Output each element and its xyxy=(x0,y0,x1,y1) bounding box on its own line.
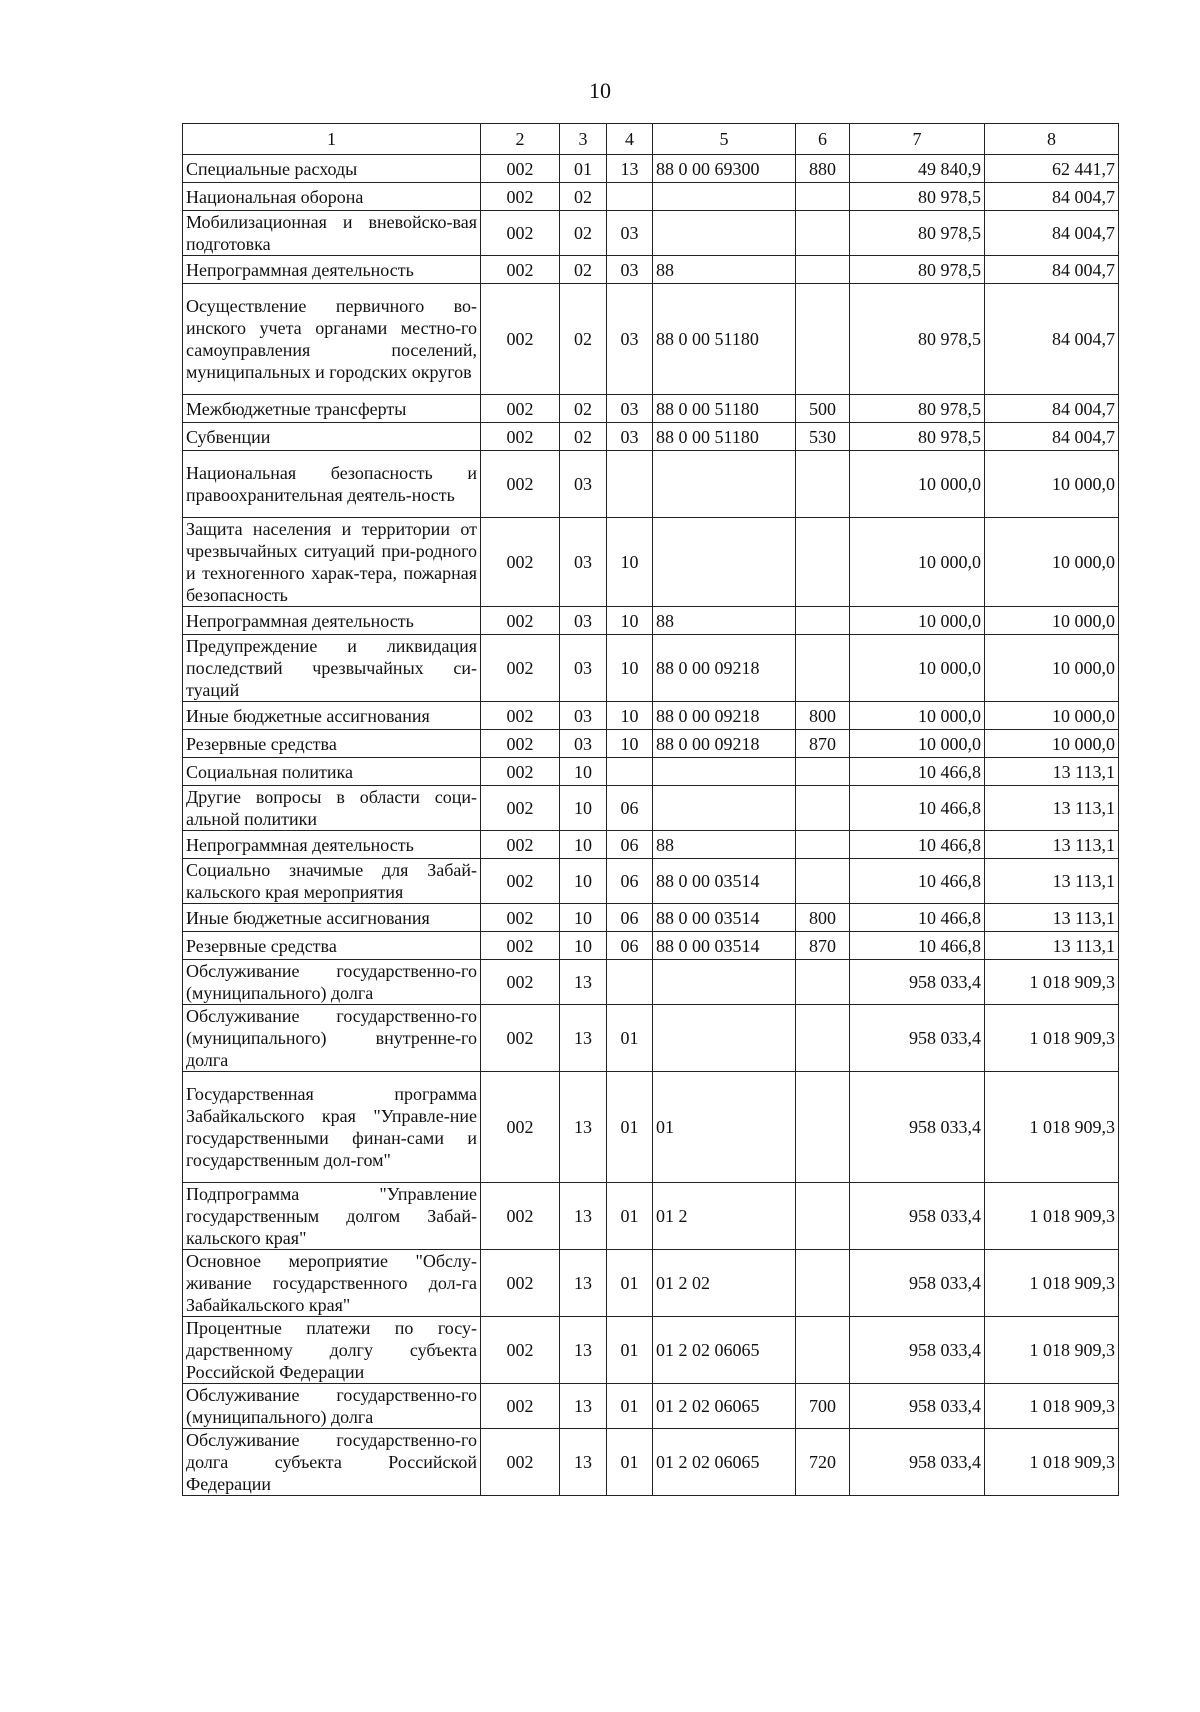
cell-c5: 88 0 00 03514 xyxy=(653,904,796,932)
cell-c2: 002 xyxy=(481,284,560,395)
cell-c8: 10 000,0 xyxy=(985,451,1119,518)
table-row xyxy=(183,423,1119,451)
cell-c7: 958 033,4 xyxy=(850,1317,985,1384)
cell-c2: 002 xyxy=(481,1005,560,1072)
cell-c8: 13 113,1 xyxy=(985,831,1119,859)
cell-c8: 84 004,7 xyxy=(985,395,1119,423)
cell-c3: 02 xyxy=(560,284,607,395)
table-row xyxy=(183,1183,1119,1250)
cell-c4: 03 xyxy=(607,284,653,395)
cell-c6: 800 xyxy=(796,904,850,932)
column-header: 2 xyxy=(481,124,560,155)
cell-c2: 002 xyxy=(481,960,560,1005)
cell-c3: 10 xyxy=(560,758,607,786)
cell-c4: 03 xyxy=(607,211,653,256)
cell-c3: 03 xyxy=(560,730,607,758)
cell-c7: 958 033,4 xyxy=(850,1005,985,1072)
cell-c6: 720 xyxy=(796,1429,850,1496)
cell-c6 xyxy=(796,1005,850,1072)
cell-c7: 80 978,5 xyxy=(850,211,985,256)
table-row xyxy=(183,451,1119,518)
cell-c3: 13 xyxy=(560,1384,607,1429)
cell-c8: 1 018 909,3 xyxy=(985,1072,1119,1183)
table-row xyxy=(183,730,1119,758)
cell-c2: 002 xyxy=(481,607,560,635)
row-name-cell: Другие вопросы в области соци-альной политики xyxy=(183,786,481,831)
cell-c3: 01 xyxy=(560,155,607,183)
cell-c3: 02 xyxy=(560,256,607,284)
cell-c2: 002 xyxy=(481,1183,560,1250)
table-row xyxy=(183,758,1119,786)
cell-c6: 870 xyxy=(796,730,850,758)
cell-c8: 13 113,1 xyxy=(985,932,1119,960)
cell-c3: 10 xyxy=(560,831,607,859)
cell-c3: 13 xyxy=(560,1072,607,1183)
cell-c4: 06 xyxy=(607,859,653,904)
cell-c8: 84 004,7 xyxy=(985,183,1119,211)
cell-c4: 01 xyxy=(607,1317,653,1384)
cell-c5 xyxy=(653,451,796,518)
cell-c4: 10 xyxy=(607,607,653,635)
cell-c5: 88 xyxy=(653,256,796,284)
cell-c5: 88 0 00 03514 xyxy=(653,932,796,960)
cell-c7: 10 466,8 xyxy=(850,786,985,831)
table-row xyxy=(183,932,1119,960)
cell-c4: 01 xyxy=(607,1250,653,1317)
cell-c7: 958 033,4 xyxy=(850,1429,985,1496)
table-row xyxy=(183,904,1119,932)
cell-c6: 700 xyxy=(796,1384,850,1429)
cell-c3: 10 xyxy=(560,786,607,831)
cell-c7: 10 000,0 xyxy=(850,730,985,758)
cell-c8: 13 113,1 xyxy=(985,904,1119,932)
table-row xyxy=(183,395,1119,423)
cell-c7: 958 033,4 xyxy=(850,1072,985,1183)
cell-c7: 10 000,0 xyxy=(850,635,985,702)
cell-c5: 01 2 02 xyxy=(653,1250,796,1317)
cell-c7: 80 978,5 xyxy=(850,423,985,451)
row-name-cell: Основное мероприятие "Обслу-живание государственного дол-га Забайкальского края" xyxy=(183,1250,481,1317)
cell-c4: 03 xyxy=(607,423,653,451)
table-row xyxy=(183,1429,1119,1496)
cell-c5 xyxy=(653,211,796,256)
cell-c3: 13 xyxy=(560,1317,607,1384)
table-row xyxy=(183,702,1119,730)
cell-c8: 13 113,1 xyxy=(985,758,1119,786)
cell-c6: 880 xyxy=(796,155,850,183)
cell-c3: 13 xyxy=(560,1429,607,1496)
cell-c8: 1 018 909,3 xyxy=(985,1005,1119,1072)
table-row xyxy=(183,1005,1119,1072)
cell-c6 xyxy=(796,211,850,256)
cell-c8: 84 004,7 xyxy=(985,423,1119,451)
cell-c5: 88 xyxy=(653,831,796,859)
column-header: 8 xyxy=(985,124,1119,155)
cell-c6 xyxy=(796,183,850,211)
cell-c7: 10 466,8 xyxy=(850,904,985,932)
cell-c5 xyxy=(653,518,796,607)
cell-c3: 10 xyxy=(560,904,607,932)
cell-c5 xyxy=(653,183,796,211)
column-header: 5 xyxy=(653,124,796,155)
cell-c2: 002 xyxy=(481,758,560,786)
cell-c7: 49 840,9 xyxy=(850,155,985,183)
cell-c4: 06 xyxy=(607,932,653,960)
row-name-cell: Предупреждение и ликвидация последствий чрезвычайных си-туаций xyxy=(183,635,481,702)
cell-c8: 10 000,0 xyxy=(985,730,1119,758)
column-header: 4 xyxy=(607,124,653,155)
cell-c8: 13 113,1 xyxy=(985,786,1119,831)
table-row xyxy=(183,859,1119,904)
cell-c8: 84 004,7 xyxy=(985,211,1119,256)
header-row xyxy=(183,124,1119,155)
row-name-cell: Процентные платежи по госу-дарственному долгу субъекта Российской Федерации xyxy=(183,1317,481,1384)
table-row xyxy=(183,211,1119,256)
cell-c7: 10 466,8 xyxy=(850,831,985,859)
row-name-cell: Обслуживание государственно-го (муниципального) долга xyxy=(183,960,481,1005)
cell-c5 xyxy=(653,786,796,831)
cell-c2: 002 xyxy=(481,423,560,451)
cell-c6: 500 xyxy=(796,395,850,423)
cell-c4: 01 xyxy=(607,1183,653,1250)
cell-c3: 03 xyxy=(560,518,607,607)
cell-c7: 10 000,0 xyxy=(850,451,985,518)
cell-c7: 80 978,5 xyxy=(850,183,985,211)
table-row xyxy=(183,155,1119,183)
table-row xyxy=(183,831,1119,859)
cell-c8: 13 113,1 xyxy=(985,859,1119,904)
cell-c6 xyxy=(796,1183,850,1250)
column-header: 7 xyxy=(850,124,985,155)
cell-c8: 10 000,0 xyxy=(985,635,1119,702)
row-name-cell: Непрограммная деятельность xyxy=(183,256,481,284)
cell-c6 xyxy=(796,518,850,607)
cell-c4: 10 xyxy=(607,702,653,730)
cell-c7: 958 033,4 xyxy=(850,960,985,1005)
cell-c2: 002 xyxy=(481,786,560,831)
row-name-cell: Обслуживание государственно-го (муниципального) долга xyxy=(183,1384,481,1429)
cell-c3: 03 xyxy=(560,607,607,635)
cell-c4: 10 xyxy=(607,730,653,758)
column-header: 3 xyxy=(560,124,607,155)
cell-c2: 002 xyxy=(481,451,560,518)
cell-c2: 002 xyxy=(481,904,560,932)
cell-c7: 958 033,4 xyxy=(850,1384,985,1429)
column-header: 6 xyxy=(796,124,850,155)
cell-c4 xyxy=(607,451,653,518)
cell-c3: 02 xyxy=(560,211,607,256)
row-name-cell: Мобилизационная и вневойско-вая подготовка xyxy=(183,211,481,256)
row-name-cell: Специальные расходы xyxy=(183,155,481,183)
row-name-cell: Межбюджетные трансферты xyxy=(183,395,481,423)
cell-c2: 002 xyxy=(481,518,560,607)
cell-c6 xyxy=(796,1072,850,1183)
cell-c7: 10 000,0 xyxy=(850,607,985,635)
cell-c2: 002 xyxy=(481,730,560,758)
cell-c4: 06 xyxy=(607,831,653,859)
cell-c6 xyxy=(796,960,850,1005)
cell-c7: 958 033,4 xyxy=(850,1183,985,1250)
table-row xyxy=(183,607,1119,635)
row-name-cell: Осуществление первичного во-инского учета органами местно-го самоуправления поселений, муниципальных и городских округов xyxy=(183,284,481,395)
row-name-cell: Подпрограмма "Управление государственным долгом Забай-кальского края" xyxy=(183,1183,481,1250)
cell-c6 xyxy=(796,859,850,904)
cell-c2: 002 xyxy=(481,1429,560,1496)
cell-c3: 10 xyxy=(560,859,607,904)
cell-c2: 002 xyxy=(481,932,560,960)
budget-table xyxy=(182,123,1119,1496)
cell-c3: 13 xyxy=(560,960,607,1005)
cell-c2: 002 xyxy=(481,635,560,702)
cell-c2: 002 xyxy=(481,211,560,256)
cell-c5: 01 2 02 06065 xyxy=(653,1429,796,1496)
cell-c5: 88 0 00 09218 xyxy=(653,635,796,702)
cell-c5 xyxy=(653,758,796,786)
table-row xyxy=(183,1384,1119,1429)
cell-c5: 88 0 00 51180 xyxy=(653,395,796,423)
cell-c3: 13 xyxy=(560,1250,607,1317)
cell-c7: 80 978,5 xyxy=(850,256,985,284)
cell-c4: 06 xyxy=(607,786,653,831)
cell-c6: 800 xyxy=(796,702,850,730)
cell-c3: 03 xyxy=(560,451,607,518)
cell-c3: 02 xyxy=(560,183,607,211)
cell-c8: 1 018 909,3 xyxy=(985,1384,1119,1429)
cell-c8: 1 018 909,3 xyxy=(985,1429,1119,1496)
cell-c4: 01 xyxy=(607,1072,653,1183)
row-name-cell: Обслуживание государственно-го (муниципального) внутренне-го долга xyxy=(183,1005,481,1072)
cell-c4: 06 xyxy=(607,904,653,932)
cell-c2: 002 xyxy=(481,1250,560,1317)
cell-c5: 88 0 00 69300 xyxy=(653,155,796,183)
row-name-cell: Национальная безопасность и правоохранительная деятель-ность xyxy=(183,451,481,518)
table-row xyxy=(183,1072,1119,1183)
cell-c5 xyxy=(653,960,796,1005)
row-name-cell: Обслуживание государственно-го долга субъекта Российской Федерации xyxy=(183,1429,481,1496)
cell-c3: 13 xyxy=(560,1183,607,1250)
table-row xyxy=(183,960,1119,1005)
cell-c4: 10 xyxy=(607,635,653,702)
cell-c5: 01 2 02 06065 xyxy=(653,1384,796,1429)
cell-c4: 10 xyxy=(607,518,653,607)
cell-c6 xyxy=(796,607,850,635)
table-row xyxy=(183,183,1119,211)
cell-c3: 03 xyxy=(560,702,607,730)
cell-c8: 1 018 909,3 xyxy=(985,1250,1119,1317)
row-name-cell: Непрограммная деятельность xyxy=(183,831,481,859)
cell-c7: 80 978,5 xyxy=(850,284,985,395)
row-name-cell: Резервные средства xyxy=(183,730,481,758)
cell-c3: 13 xyxy=(560,1005,607,1072)
table-row xyxy=(183,786,1119,831)
cell-c2: 002 xyxy=(481,831,560,859)
cell-c5: 01 2 xyxy=(653,1183,796,1250)
cell-c4: 01 xyxy=(607,1384,653,1429)
cell-c5: 88 0 00 09218 xyxy=(653,730,796,758)
row-name-cell: Государственная программа Забайкальского края "Управле-ние государственными финан-сами и государственным дол-гом" xyxy=(183,1072,481,1183)
table-row xyxy=(183,1317,1119,1384)
row-name-cell: Субвенции xyxy=(183,423,481,451)
row-name-cell: Национальная оборона xyxy=(183,183,481,211)
cell-c2: 002 xyxy=(481,702,560,730)
cell-c7: 10 000,0 xyxy=(850,702,985,730)
cell-c8: 1 018 909,3 xyxy=(985,1317,1119,1384)
cell-c5: 01 xyxy=(653,1072,796,1183)
cell-c4 xyxy=(607,758,653,786)
cell-c8: 62 441,7 xyxy=(985,155,1119,183)
cell-c4 xyxy=(607,960,653,1005)
cell-c2: 002 xyxy=(481,1072,560,1183)
row-name-cell: Социально значимые для Забай-кальского края мероприятия xyxy=(183,859,481,904)
cell-c8: 84 004,7 xyxy=(985,284,1119,395)
table-row xyxy=(183,635,1119,702)
cell-c4: 01 xyxy=(607,1429,653,1496)
cell-c8: 1 018 909,3 xyxy=(985,1183,1119,1250)
cell-c8: 10 000,0 xyxy=(985,518,1119,607)
cell-c6 xyxy=(796,831,850,859)
cell-c8: 10 000,0 xyxy=(985,607,1119,635)
cell-c6 xyxy=(796,758,850,786)
cell-c4: 03 xyxy=(607,256,653,284)
cell-c5: 88 0 00 51180 xyxy=(653,284,796,395)
cell-c7: 958 033,4 xyxy=(850,1250,985,1317)
cell-c6 xyxy=(796,1250,850,1317)
cell-c2: 002 xyxy=(481,183,560,211)
cell-c6 xyxy=(796,1317,850,1384)
page-number: 10 xyxy=(589,78,611,103)
cell-c7: 10 000,0 xyxy=(850,518,985,607)
cell-c6: 870 xyxy=(796,932,850,960)
table-row xyxy=(183,284,1119,395)
row-name-cell: Иные бюджетные ассигнования xyxy=(183,702,481,730)
row-name-cell: Защита населения и территории от чрезвычайных ситуаций при-родного и техногенного харак-тера, пожарная безопасность xyxy=(183,518,481,607)
cell-c2: 002 xyxy=(481,256,560,284)
cell-c2: 002 xyxy=(481,859,560,904)
row-name-cell: Социальная политика xyxy=(183,758,481,786)
cell-c4: 13 xyxy=(607,155,653,183)
cell-c3: 10 xyxy=(560,932,607,960)
cell-c3: 02 xyxy=(560,423,607,451)
table-row xyxy=(183,256,1119,284)
row-name-cell: Резервные средства xyxy=(183,932,481,960)
cell-c2: 002 xyxy=(481,1317,560,1384)
row-name-cell: Непрограммная деятельность xyxy=(183,607,481,635)
cell-c5: 88 0 00 09218 xyxy=(653,702,796,730)
cell-c5: 01 2 02 06065 xyxy=(653,1317,796,1384)
cell-c3: 02 xyxy=(560,395,607,423)
cell-c5: 88 0 00 03514 xyxy=(653,859,796,904)
cell-c8: 10 000,0 xyxy=(985,702,1119,730)
cell-c6: 530 xyxy=(796,423,850,451)
cell-c5: 88 xyxy=(653,607,796,635)
cell-c2: 002 xyxy=(481,155,560,183)
cell-c3: 03 xyxy=(560,635,607,702)
cell-c2: 002 xyxy=(481,1384,560,1429)
cell-c6 xyxy=(796,256,850,284)
row-name-cell: Иные бюджетные ассигнования xyxy=(183,904,481,932)
table-row xyxy=(183,1250,1119,1317)
cell-c7: 10 466,8 xyxy=(850,758,985,786)
cell-c4: 01 xyxy=(607,1005,653,1072)
cell-c4 xyxy=(607,183,653,211)
column-header: 1 xyxy=(183,124,481,155)
cell-c5 xyxy=(653,1005,796,1072)
cell-c6 xyxy=(796,786,850,831)
cell-c6 xyxy=(796,635,850,702)
cell-c7: 10 466,8 xyxy=(850,859,985,904)
table-row xyxy=(183,518,1119,607)
cell-c6 xyxy=(796,284,850,395)
cell-c2: 002 xyxy=(481,395,560,423)
cell-c7: 80 978,5 xyxy=(850,395,985,423)
cell-c4: 03 xyxy=(607,395,653,423)
cell-c8: 1 018 909,3 xyxy=(985,960,1119,1005)
cell-c7: 10 466,8 xyxy=(850,932,985,960)
cell-c8: 84 004,7 xyxy=(985,256,1119,284)
cell-c5: 88 0 00 51180 xyxy=(653,423,796,451)
cell-c6 xyxy=(796,451,850,518)
